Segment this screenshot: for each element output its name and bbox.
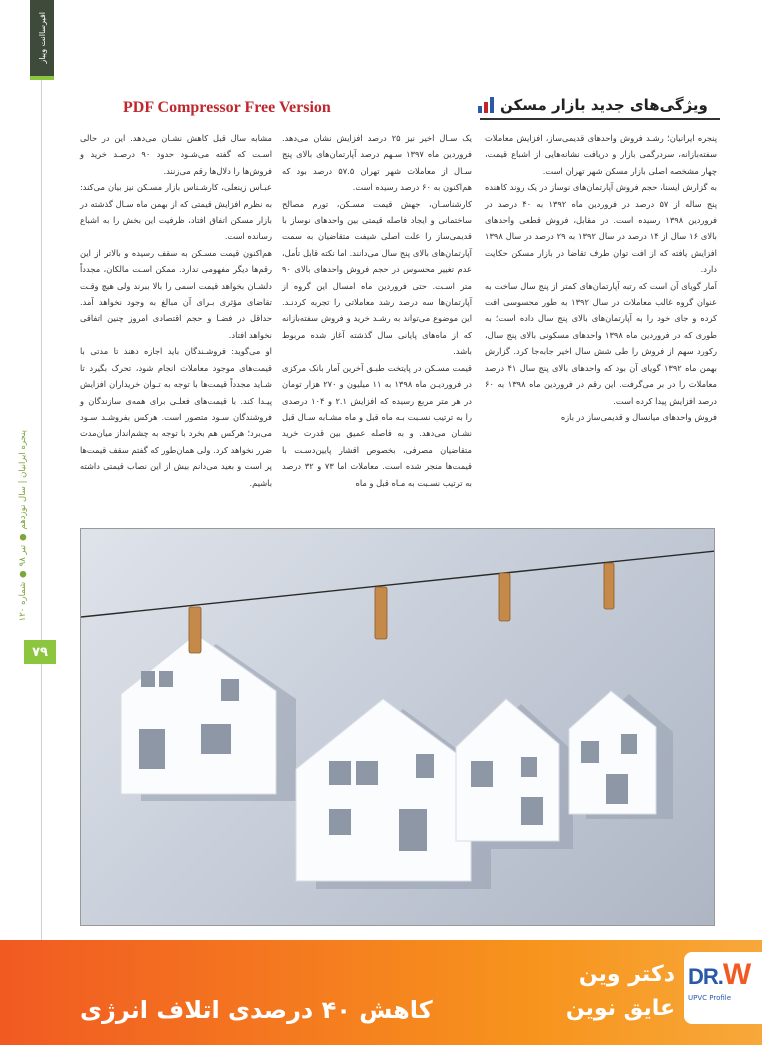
drwin-logo[interactable] <box>684 952 762 1024</box>
paper-house <box>296 699 471 881</box>
ad-brand-line: عایق نوین <box>565 996 675 1021</box>
paragraph: او می‌گوید: فروشـندگان باید اجازه دهند تا مدتی با قیمت‌های موجود معاملات انجام شود، تحرک بگیرد تا شـاید مجدداً قیمت‌ها با توجه به تـوان خریداران افزایش پیـدا کند. با قیمت‌های فعلـی برای همه‌ی سازندگان و فروشندگان سـود متصور است. هرکس بفروشـد سـود می‌برد؛ هرکس هم بخرد با توجه به چشم‌انداز میان‌مدت ضرر نخواهد کرد. ولی همان‌طور که گفتم سقف قیمت‌ها پر است و بعید می‌دانم بیش از این نصاب قیمتی داشته باشیم. <box>80 346 272 488</box>
clothespin <box>604 563 614 609</box>
title-underline <box>480 118 720 120</box>
section-tab-label: افیرساانت ویباز <box>37 12 47 64</box>
clothesline <box>81 551 715 617</box>
paragraph: مشابه سال قبل کاهش نشـان می‌دهد. این در حالی اسـت که گفته می‌شـود حدود ۹۰ درصـد خرید و فروش‌ها را دلال‌ها رقم می‌زنند. <box>80 133 272 176</box>
clothespin <box>189 607 201 653</box>
magazine-issue-label: پنجره ایرانیان | سال نوزدهم ● تیر ۹۸ ● شماره ۱۲۰ <box>18 430 28 622</box>
logo-mark: W <box>722 958 751 991</box>
paragraph: به گزارش ایسنا، حجم فروش آپارتمان‌های نوساز در یک روند کاهنده پنج ساله از ۵۷ درصد در فروردین ماه ۱۳۹۲ به ۴۰ درصد در فروردین ۱۳۹۸ رسیده است. در مقابل، فروش قطعی واحدهای بالای ۱۶ سال از ۱۴ درصد در سال ۱۳۹۲ به ۲۹ درصد در سال ۱۳۹۸ افزایش یافته که از افت توان طرف تقاضا در بازار مسکن حکایت دارد. <box>485 182 718 275</box>
paragraph: فروش واحدهای میانسال و قدیمی‌ساز در بازه <box>560 411 717 422</box>
pdf-watermark-note: PDF Compressor Free Version <box>123 99 331 116</box>
ad-slogan: کاهش ۴۰ درصدی اتلاف انرژی <box>80 996 433 1024</box>
logo-subtitle: UPVC Profile <box>688 994 732 1002</box>
margin-rule <box>41 80 42 940</box>
text-column-right <box>485 130 717 425</box>
paragraph: هم‌اکنون قیمت مسـکن به سقف رسیده و بالاتر از این رقم‌ها دیگر مفهومی ندارد. ممکن اسـت مالکان، مجدداً دلشـان بخواهد قیمت اسمی را بالا ببرند ولی هیچ وقـت تقاضای مؤثری بـرای آن مبالغ به وجود نخواهد آمد. حداقل در فضـا و حجم اقتصادی امروز چنین اتفاقی نخواهد افتاد. <box>80 247 272 340</box>
section-tab <box>30 0 54 80</box>
text-column-middle <box>282 130 472 491</box>
paper-house <box>456 699 559 841</box>
paragraph: عبـاس زینعلی، کارشـناس بازار مسـکن نیز بیان می‌کند: به نظرم افزایش قیمتی که از بهمن ماه سـال گذشته در بازار مسکن اتفاق افتاد، ظرفیت این بخش را به اشباع رسانده است. <box>80 182 272 242</box>
paragraph: قیمت مسـکن در پایتخت طبـق آخرین آمار بانک مرکزی در فروردیـن ماه ۱۳۹۸ به ۱۱ میلیون و ۲۷۰ هزار تومان در هر متر مربع رسیده که افزایش ۲.۱ و ۱۰۴ درصدی را به ترتیب نسـبت بـه ماه قبل و ماه مشـابه سـال قبل نشـان می‌دهد. و به فاصله عمیق بین قدرت خرید متقاضیان مصرفی، بخصوص اقشار پایین‌دسـت با قیمت‌ها منجر شده است. معاملات اما ۷۳ و ۳۲ درصد به ترتیب نسـبت به مـاه قبل و ماه <box>282 362 472 488</box>
paper-house <box>121 634 276 794</box>
paragraph: یک سـال اخیر نیز ۲۵ درصد افزایش نشان می‌دهد. فروردین ماه ۱۳۹۷ سـهم درصد آپارتمان‌های بالای پنج سـال از معاملات شهر تهران ۵۷.۵ درصد بود که هم‌اکنون به ۶۰ درصد رسیده است. <box>282 133 472 193</box>
article-title: ویژگی‌های جدید بازار مسکن <box>500 96 708 114</box>
article-header <box>478 92 718 118</box>
logo-text: DR. <box>688 964 723 989</box>
clothespin <box>499 573 510 621</box>
paragraph: کارشناسـان، جهش قیمت مسـکن، تورم مصالح ساختمانی و ایجاد فاصله قیمتی بین واحدهای نوساز با قدیمی‌ساز را علت اصلی شیفت متقاضیان به سمت آپارتمان‌های بالای پنج سال می‌دانند. اما نکته قابل تأمل، عدم تغییر محسوس در حجم فروش واحدهای بالای ۹۰ متر اسـت. حتی فروردین ماه امسال این گروه از آپارتمان‌ها سه درصد رشد معاملاتی را تجربه کردنـد. این موضوع می‌تواند به رشـد خرید و فروش سفته‌بازانه که از ماه‌های پایانی سال گذشته آغاز شده مربوط باشد. <box>282 198 472 357</box>
article-photo <box>80 528 715 926</box>
paper-houses-illustration <box>81 529 715 926</box>
clothespin <box>375 587 387 639</box>
ad-brand-line: دکتر وین <box>578 962 675 987</box>
page-number: ۷۹ <box>24 640 56 664</box>
paragraph: پنجره ایرانیان؛ رشـد فروش واحدهای قدیمی‌ساز، افزایش معاملات سفته‌بازانه، سردرگمی بازار و دریافت نشانه‌هایی از اشباع قیمت، چهار مشخصه اصلی بازار مسکن شهر تهران است. <box>485 133 717 176</box>
paragraph: آمار گویای آن است که رتبه آپارتمان‌های کمتر از پنج سال ساخت به عنوان گروه غالب معاملات در سال ۱۳۹۲ به طور محسوسی افت کرده و جای خود را به آپارتمان‌های بالای پنج سال داده است؛ به طوری که در فروردین ماه ۱۳۹۸ واحدهای مسکونی بالای پنج سال، رکورد سهم از فروش را طی شش سال اخیر جابه‌جا کرد. گزارش بهمن ماه ۱۳۹۲ گویای آن بود که واحدهای بالای پنج سال ۴۱ درصد معاملات را در بر می‌گرفت. این رقم در فروردین ماه ۱۳۹۸ به ۶۰ درصد افزایش پیدا کرده است. <box>485 280 717 406</box>
bar-chart-icon <box>478 97 494 113</box>
text-column-left <box>80 130 272 491</box>
ad-brand-name <box>545 958 675 1026</box>
